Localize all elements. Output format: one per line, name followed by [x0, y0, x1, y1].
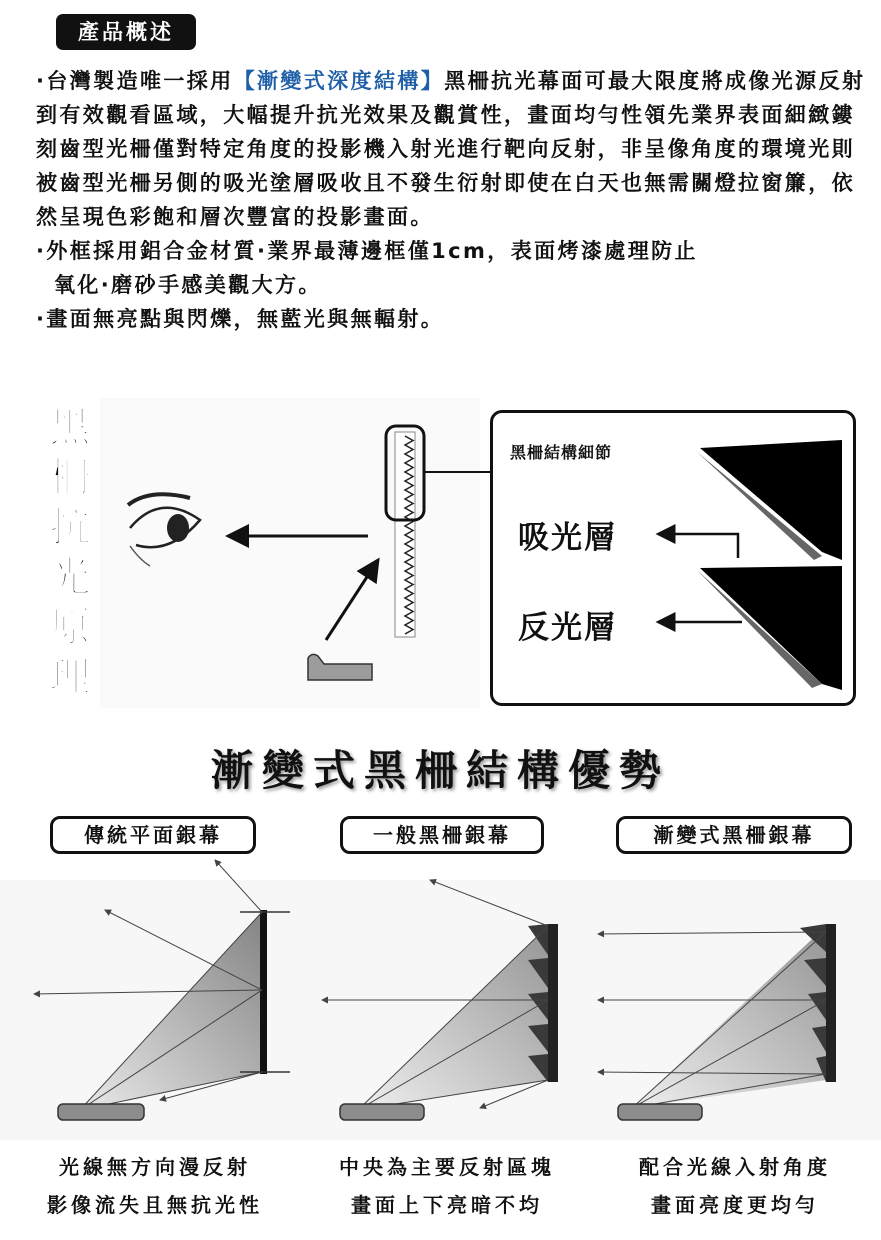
vertical-title-char: 柵 [49, 453, 91, 501]
description-paragraph-3: ·畫面無亮點與閃爍，無藍光與無輻射。 [36, 307, 445, 331]
caption-line: 中央為主要反射區塊 [339, 1155, 555, 1179]
description-p1-rest: 黑柵抗光幕面可最大限度將成像光源反射到有效觀看區域，大幅提升抗光效果及觀賞性，畫面均勻性領先業界表面細緻鏤刻齒型光柵僅對特定角度的投影機入射光進行靶向反射，非呈像角度的環境光則被齒型光柵另側的吸光塗層吸收且不發生衍射即使在白天也無需關燈拉窗簾，依然呈現色彩飽和層次豐富的投影畫面。 [36, 69, 866, 229]
panel-1-label: 傳統平面銀幕 [50, 816, 256, 854]
caption-line: 配合光線入射角度 [639, 1155, 831, 1179]
vertical-title-char: 抗 [49, 503, 91, 551]
description-highlight: 【漸變式深度結構】 [233, 69, 445, 93]
caption-line: 畫面上下亮暗不均 [351, 1193, 543, 1217]
absorb-layer-label: 吸光層 [518, 520, 617, 556]
description-p1-prefix: ·台灣製造唯一採用 [36, 69, 234, 93]
panel-2-label: 一般黑柵銀幕 [340, 816, 544, 854]
caption-line: 畫面亮度更均勻 [651, 1193, 819, 1217]
advantages-title: 漸變式黑柵結構優勢 [210, 746, 670, 795]
vertical-title-char: 黑 [49, 403, 91, 451]
vertical-title-char: 光 [49, 553, 91, 601]
detail-title: 黑柵結構細節 [510, 443, 613, 462]
panel-1-caption [10, 1148, 300, 1224]
panel-3-label: 漸變式黑柵銀幕 [616, 816, 852, 854]
description-p2-line2: 氧化·磨砂手感美觀大方。 [54, 273, 322, 297]
caption-line: 光線無方向漫反射 [59, 1155, 251, 1179]
description-p2-line1: ·外框採用鋁合金材質·業界最薄邊框僅1cm，表面烤漆處理防止 [36, 239, 698, 263]
reflect-layer-label: 反光層 [518, 610, 617, 646]
panel-3-caption [590, 1148, 880, 1224]
caption-line: 影像流失且無抗光性 [47, 1193, 263, 1217]
panel-2-caption [302, 1148, 592, 1224]
section-badge: 產品概述 [56, 14, 196, 50]
grating-screen-icon [395, 432, 415, 637]
panel-3-diagram [590, 880, 881, 1140]
panel-2-diagram [300, 880, 590, 1140]
vertical-title-char: 原 [49, 603, 91, 651]
vertical-title-char: 理 [49, 653, 91, 701]
panel-1-diagram [0, 860, 300, 1140]
